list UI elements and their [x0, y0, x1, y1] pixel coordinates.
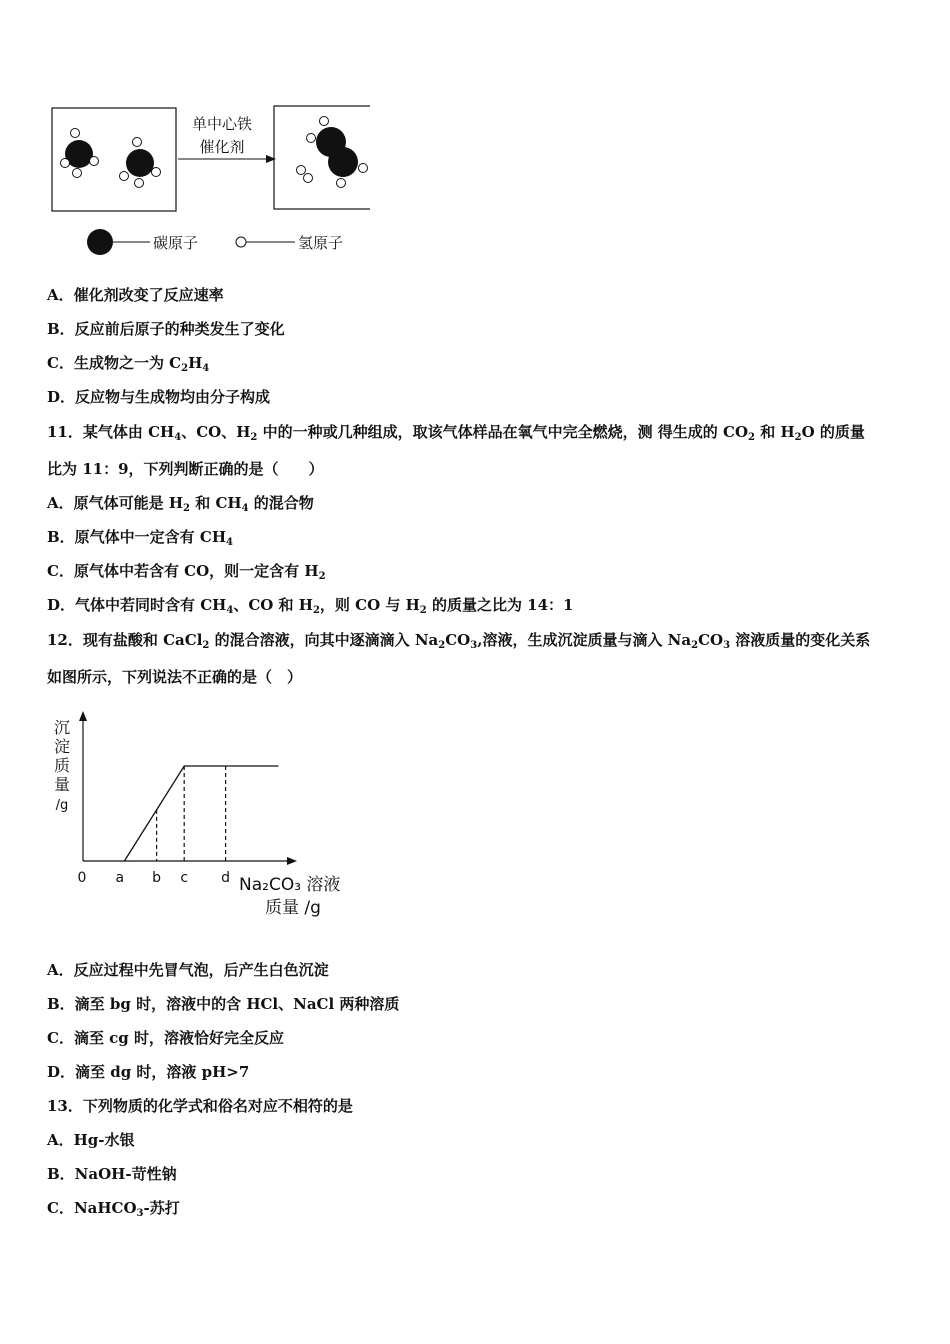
q10-option-b: B．反应前后原子的种类发生了变化: [47, 320, 285, 338]
q11-stem-line1: 11．某气体由 $CH_4$、CO、$H_2$ 中的一种或几种组成，取该气体样品在氧气中完全燃烧，测 得生成的 $CO_2$ 和 $H_2O$ 的质量: [47, 423, 865, 443]
q13-stem: 13．下列物质的化学式和俗名对应不相符的是: [47, 1097, 353, 1115]
legend-hydrogen: [236, 234, 343, 252]
q12-option-b: B．滴至 bg 时，溶液中的含 HCl、NaCl 两种溶质: [47, 995, 400, 1013]
q11-option-a: A．原气体可能是 $H_2$ 和 $CH_4$ 的混合物: [47, 494, 314, 514]
q11-option-b: B．原气体中一定含有 $CH_4$: [47, 528, 233, 548]
q12-option-a: A．反应过程中先冒气泡，后产生白色沉淀: [47, 961, 329, 979]
q13-option-c: C．NaHCO$_3$-苏打: [47, 1199, 180, 1219]
q12-stem-line2: 如图所示，下列说法不正确的是（ ）: [47, 668, 303, 686]
y-label-char: 质: [53, 756, 71, 775]
x-axis-label-line1: Na₂CO₃ 溶液: [239, 875, 341, 895]
q12-stem-line1: 12．现有盐酸和 CaCl$_2$ 的混合溶液，向其中逐滴滴入 $Na_2CO_3$,溶液，生成沉淀质量与滴入 $Na_2CO_3$ 溶液质量的变化关系: [47, 631, 871, 651]
x-tick-label-0: 0: [77, 870, 87, 886]
ethylene-molecule: [307, 117, 368, 188]
q10-option-c: C．生成物之一为 $C_2H_4$: [47, 354, 210, 374]
q10-option-d: D．反应物与生成物均由分子构成: [47, 388, 271, 406]
x-axis-arrow: [287, 857, 297, 865]
q11-option-d: D．气体中若同时含有 $CH_4$、CO 和 $H_2$，则 CO 与 $H_2$ 的质量之比为 14：1: [47, 596, 574, 616]
q12-option-d: D．滴至 dg 时，溶液 pH>7: [47, 1063, 250, 1081]
x-tick-label-c: c: [180, 870, 189, 886]
y-label-char: /g: [55, 798, 69, 813]
q10-option-a: A．催化剂改变了反应速率: [47, 286, 224, 304]
y-label-char: 量: [53, 775, 71, 794]
x-tick-label-a: a: [115, 870, 125, 886]
x-tick-label-b: b: [152, 870, 162, 886]
y-axis-label: [54, 718, 70, 813]
q11-option-c: C．原气体中若含有 CO，则一定含有 $H_2$: [47, 562, 326, 582]
legend-carbon: [87, 229, 198, 255]
x-tick-label-d: d: [221, 870, 231, 886]
arrow-label-2: 催化剂: [199, 138, 245, 156]
q11-stem-line2: 比为 11：9，下列判断正确的是（ ）: [47, 460, 324, 478]
precipitate-chart: [40, 705, 370, 925]
arrow-label-1: 单中心铁: [191, 115, 253, 133]
precipitate-line: [124, 766, 278, 861]
svg-text:碳原子: 碳原子: [153, 234, 199, 252]
q12-option-c: C．滴至 cg 时，溶液恰好完全反应: [47, 1029, 285, 1047]
y-label-char: 淀: [53, 737, 71, 756]
y-axis-arrow: [79, 711, 87, 721]
methane-molecule-2: [120, 138, 161, 188]
y-label-char: 沉: [53, 718, 71, 737]
reaction-diagram: [40, 98, 370, 263]
hydrogen-molecule-2: [297, 166, 313, 183]
svg-text:氢原子: 氢原子: [298, 234, 344, 252]
q13-option-b: B．NaOH-苛性钠: [47, 1165, 177, 1183]
x-axis-label-line2: 质量 /g: [265, 898, 321, 918]
q13-option-a: A．Hg-水银: [47, 1131, 135, 1149]
methane-molecule-1: [61, 129, 99, 178]
